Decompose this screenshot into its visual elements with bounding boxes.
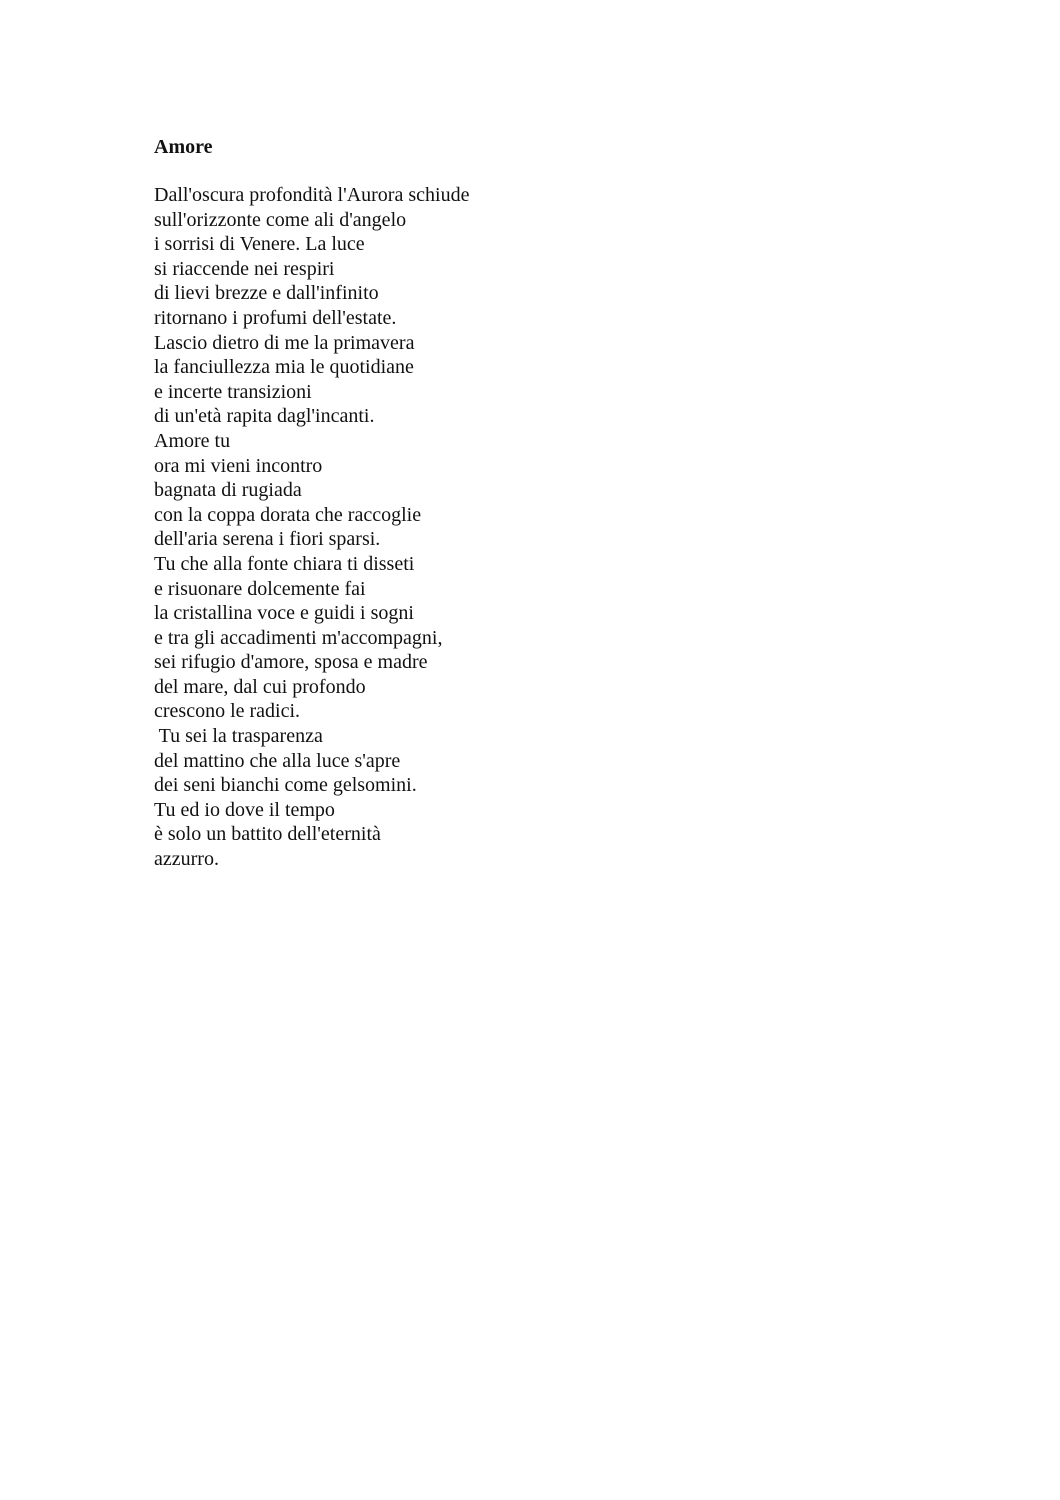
poem-line: sei rifugio d'amore, sposa e madre bbox=[154, 651, 428, 674]
poem-title: Amore bbox=[154, 136, 213, 158]
poem-line: di un'età rapita dagl'incanti. bbox=[154, 405, 375, 428]
poem-line: Tu sei la trasparenza bbox=[154, 725, 323, 748]
poem-line: Amore tu bbox=[154, 429, 231, 452]
poem-line: Tu ed io dove il tempo bbox=[154, 798, 335, 821]
poem-line: è solo un battito dell'eternità bbox=[154, 823, 381, 846]
poem-line: e risuonare dolcemente fai bbox=[154, 577, 366, 600]
poem-line: dei seni bianchi come gelsomini. bbox=[154, 774, 417, 797]
poem-line: e incerte transizioni bbox=[154, 380, 312, 403]
poem-lines bbox=[154, 183, 914, 872]
poem-line: Dall'oscura profondità l'Aurora schiude bbox=[154, 184, 470, 206]
poem-line: sull'orizzonte come ali d'angelo bbox=[154, 208, 407, 231]
poem-line: azzurro. bbox=[154, 848, 219, 871]
poem-line: la cristallina voce e guidi i sogni bbox=[154, 602, 414, 625]
poem-line: e tra gli accadimenti m'accompagni, bbox=[154, 626, 443, 649]
poem-line: bagnata di rugiada bbox=[154, 479, 302, 502]
poem bbox=[154, 134, 914, 872]
poem-line: crescono le radici. bbox=[154, 700, 301, 723]
poem-line: ritornano i profumi dell'estate. bbox=[154, 306, 397, 329]
poem-line: dell'aria serena i fiori sparsi. bbox=[154, 528, 381, 551]
poem-line: di lievi brezze e dall'infinito bbox=[154, 282, 379, 305]
poem-line: del mare, dal cui profondo bbox=[154, 675, 366, 698]
poem-line: ora mi vieni incontro bbox=[154, 454, 323, 477]
poem-line: con la coppa dorata che raccoglie bbox=[154, 503, 422, 526]
poem-line: la fanciullezza mia le quotidiane bbox=[154, 356, 414, 379]
poem-line: Lascio dietro di me la primavera bbox=[154, 331, 415, 354]
poem-line: del mattino che alla luce s'apre bbox=[154, 749, 401, 772]
poem-line: si riaccende nei respiri bbox=[154, 257, 335, 280]
poem-line: i sorrisi di Venere. La luce bbox=[154, 233, 365, 256]
poem-line: Tu che alla fonte chiara ti disseti bbox=[154, 552, 415, 575]
